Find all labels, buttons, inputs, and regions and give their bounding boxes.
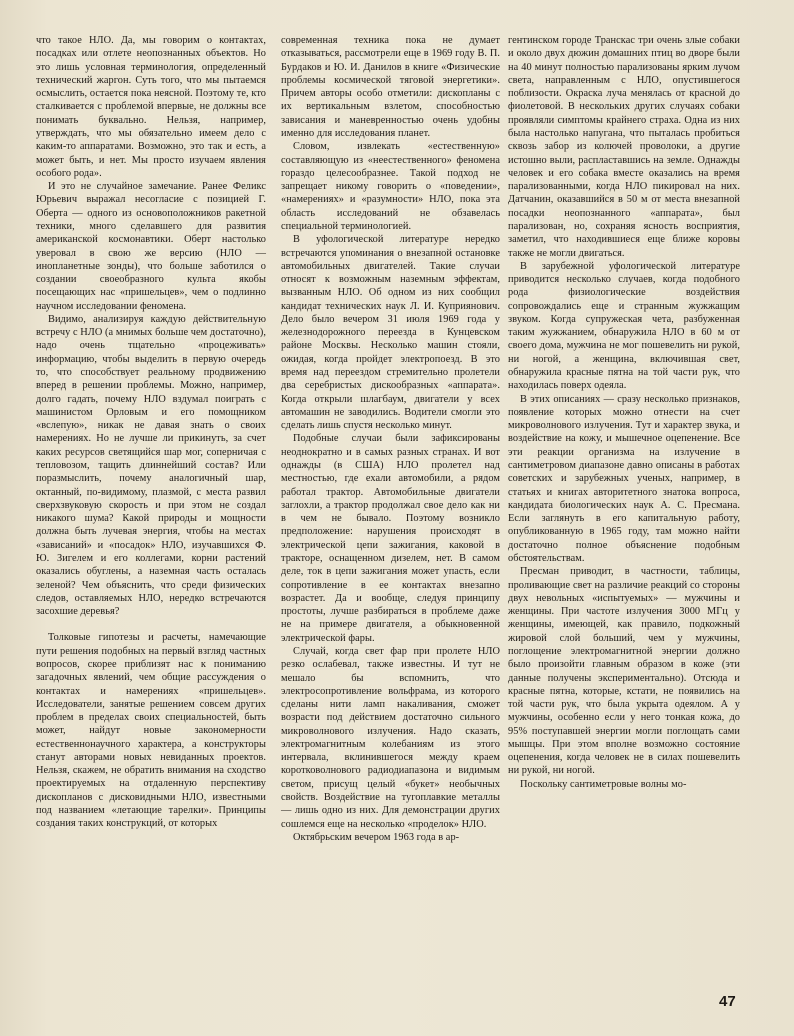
paragraph: Октябрьским вечером 1963 года в ар- xyxy=(293,831,460,843)
paragraph: В этих описаниях — сразу несколько признаков, появление которых можно отнести на счет микроволнового излучения. Тут и характер звука, и воздействие на кожу, и мышечное оцепенение. Все эти реакции организма на излучение в сантиметровом диапазоне давно описаны в работах советских и зарубежных ученых, например, в статьях и книгах авторитетного знатока вопроса, кандидата биологических наук А. С. Пресмана. Если заглянуть в его капитальную работу, опубликованную в 1965 году, там можно найти достаточно полное объяснение подобным обстоятельствам. xyxy=(508,393,740,564)
paragraph: В зарубежной уфологической литературе приводится несколько случаев, когда подобного рода физиологические воздействия сопровождались еще и странным жужжащим звуком. Когда супружеская чета, разбуженная таким жужжанием, обнаружила НЛО в 60 м от своего дома, мужчина не мог пошевелить ни рукой, ни ногой, а женщина, включившая свет, обнаружила красные пятна на той части рук, что находилась поверх одеяла. xyxy=(508,260,740,392)
text-column-middle xyxy=(281,34,500,844)
paragraph: что такое НЛО. Да, мы говорим о контактах, посадках или отлете неопознанных объектов. Но это лишь условная терминология, определенный технический жаргон. Суть того, что мы пытаемся осмыслить, остается пока неясной. Поэтому те, кто сталкивается с проблемой впервые, не должны все понимать буквально. Нельзя, например, утверждать, что мы обязательно имеем дело с каким-то аппаратами. Возможно, это так и есть, а может быть, и нет. Мы просто изучаем явления особого рода». xyxy=(36,35,266,179)
paragraph: Толковые гипотезы и расчеты, намечающие пути решения подобных на первый взгляд частных вопросов, скорее приблизят нас к пониманию загадочных явлений, чем общие рассуждения о контактах и намерениях «пришельцев». Исследователи, занятые решением совсем других проблем в пределах своих специальностей, быть может, найдут новые закономерности естественнонаучного характера, а конструкторы станут авторами новых невиданных проектов. Нельзя, скажем, не обратить внимания на сходство проектируемых на отдаленную перспективу дископланов с дисковидными НЛО, известными под названием «летающие тарелки». Принципы создания таких конструкций, от которых xyxy=(36,632,266,830)
paragraph: Видимо, анализируя каждую действительную встречу с НЛО (а мнимых больше чем достаточно), надо очень тщательно «процеживать» информацию, чтобы выделить в первую очередь то, что способствует реальному продвижению вперед в решении проблемы. Можно, например, долго гадать, почему НЛО вздумал поиграть с машинистом Орловым и его помощником «вслепую», никак не давая знать о своих намерениях. Но не лучше ли прикинуть, за счет каких ресурсов светящийся шар мог, соперничая с тепловозом, тащить длиннейший состав? Или поразмыслить, почему аналогичный шар, октанный, по-видимому, плазмой, с места развил сверхзвуковую скорость и при этом не создал никакого шума? Какой природы и мощности должна быть лучевая энергия, чтобы на местах «зависаний» и «посадок» НЛО, изучавшихся Ф. Ю. Зигелем и его коллегами, корни растений оказались обуглены, а наземная часть осталась зеленой? Чем объяснить, что среди физических следов, оставляемых НЛО, нередко встречаются засохшие деревья? xyxy=(36,313,266,618)
paragraph: Пресман приводит, в частности, таблицы, проливающие свет на различие реакций со стороны двух невольных «испытуемых» — мужчины и женщины. При частоте излучения 3000 МГц у женщины, имеющей, как правило, подкожный жировой слой больший, чем у мужчины, поглощение электромагнитной энергии должно было произойти главным образом в коже (эти данные получены экспериментально). Отсюда и красные пятна, которые, кстати, не появились на той части рук, что была укрыта одеялом. А у мужчины, особенно если у него тонкая кожа, до 95% поступавшей энергии могли поглощать сами мышцы. При этом вполне возможно состояние оцепенения, когда человек не в силах пошевелить ни рукой, ни ногой. xyxy=(508,566,740,777)
paragraph: Поскольку сантиметровые волны мо- xyxy=(520,778,687,790)
paragraph: Случай, когда свет фар при пролете НЛО резко ослабевал, также известны. И тут не мешало бы вспомнить, что электросопротивление вольфрама, из которого сделаны нити ламп накаливания, сможет возрасти под действием достаточно сильного микроволнового излучения. Надо сказать, электромагнитным колебаниям из этого интервала, вклинившегося между краем коротковолнового радиодиапазона и видимым светом, присущ целый «букет» необычных свойств. Воздействие на тугоплавкие металлы — лишь одно из них. Для демонстрации других сошлемся еще на несколько «проделок» НЛО. xyxy=(281,645,500,830)
paragraph: Словом, извлекать «естественную» составляющую из «неестественного» феномена гораздо целесообразнее. Такой подход не запрещает никому говорить о «поведении», «намерениях» и «разумности» НЛО, пока эта область исследований не обзавелась специальной терминологией. xyxy=(281,141,500,232)
paragraph: И это не случайное замечание. Ранее Феликс Юрьевич выражал несогласие с позицией Г. Оберта — одного из основоположников ракетной техники, много сделавшего для развития американской космонавтики. Оберт настолько уверовал в свою же версию (НЛО — инопланетные зонды), что больше заботился о создании своеобразного культа якобы посещающих нас «пришельцев», чем о подлинно научном исследовании феномена. xyxy=(36,181,266,312)
paragraph: В уфологической литературе нередко встречаются упоминания о внезапной остановке автомобильных двигателей. Такие случаи относят к возможным наземным эффектам, вызванным НЛО. Об одном из них сообщил кандидат технических наук Л. И. Куприянович. Дело было вечером 31 июля 1969 года у железнодорожного переезда в Кунцевском районе Москвы. Несколько машин стояли, ожидая, когда пройдет электропоезд. В это время над переездом стремительно пролетели два серебристых дискообразных «аппарата». Когда открыли шлагбаум, двигатели у всех автомашин не заводились. Водители смогли это сделать лишь спустя несколько минут. xyxy=(281,234,500,432)
paragraph: Подобные случаи были зафиксированы неоднократно и в самых разных странах. И вот однажды (в США) НЛО пролетел над местностью, где ехали автомобили, а рядом работал трактор. Автомобильные двигатели заглохли, а трактор продолжал свое дело как ни в чем не бывало. Поэтому возникло предположение: нарушения происходят в электрической цепи зажигания, каковой в тракторе, оснащенном дизелем, нет. В самом деле, ток в цепи зажигания может упасть, если сопротивление в ее контактах внезапно возрастет. Да и вообще, следуя принципу простоты, лучше разбираться в проблеме даже не на примере двигателя, а обыкновенной электрической фары. xyxy=(281,433,500,644)
text-column-left xyxy=(36,34,266,831)
text-column-right xyxy=(508,34,740,791)
paragraph: гентинском городе Транскас три очень злые собаки и около двух дюжин домашних птиц во дворе были на 40 минут полностью парализованы ярким лучом света, направленным с НЛО, опустившегося поблизости. Окраска луча менялась от красной до фиолетовой. В нескольких других случаях собаки проявляли симптомы крайнего страха. Одна из них была настолько напугана, что пыталась пробиться сквозь забор из колючей проволоки, а другие истошно выли, распластавшись на земле. Однажды человек и его собака вместе оказались на время парализованными, когда НЛО пикировал на них. Датчанин, оказавшийся в 50 м от места внезапной посадки неопознанного «аппарата», был парализован, но, сохраняя ясность восприятия, заметил, что находившиеся еще ближе коровы также не могли двигаться. xyxy=(508,35,740,259)
paragraph: современная техника пока не думает отказываться, рассмотрели еще в 1969 году В. П. Бурдаков и Ю. И. Данилов в книге «Физические проблемы космической тяговой энергетики». Причем авторы особо отметили: дископланы с их вертикальным взлетом, способностью зависания и маневренностью очень удобны именно для исследования планет. xyxy=(281,35,500,139)
page-number: 47 xyxy=(719,993,736,1010)
